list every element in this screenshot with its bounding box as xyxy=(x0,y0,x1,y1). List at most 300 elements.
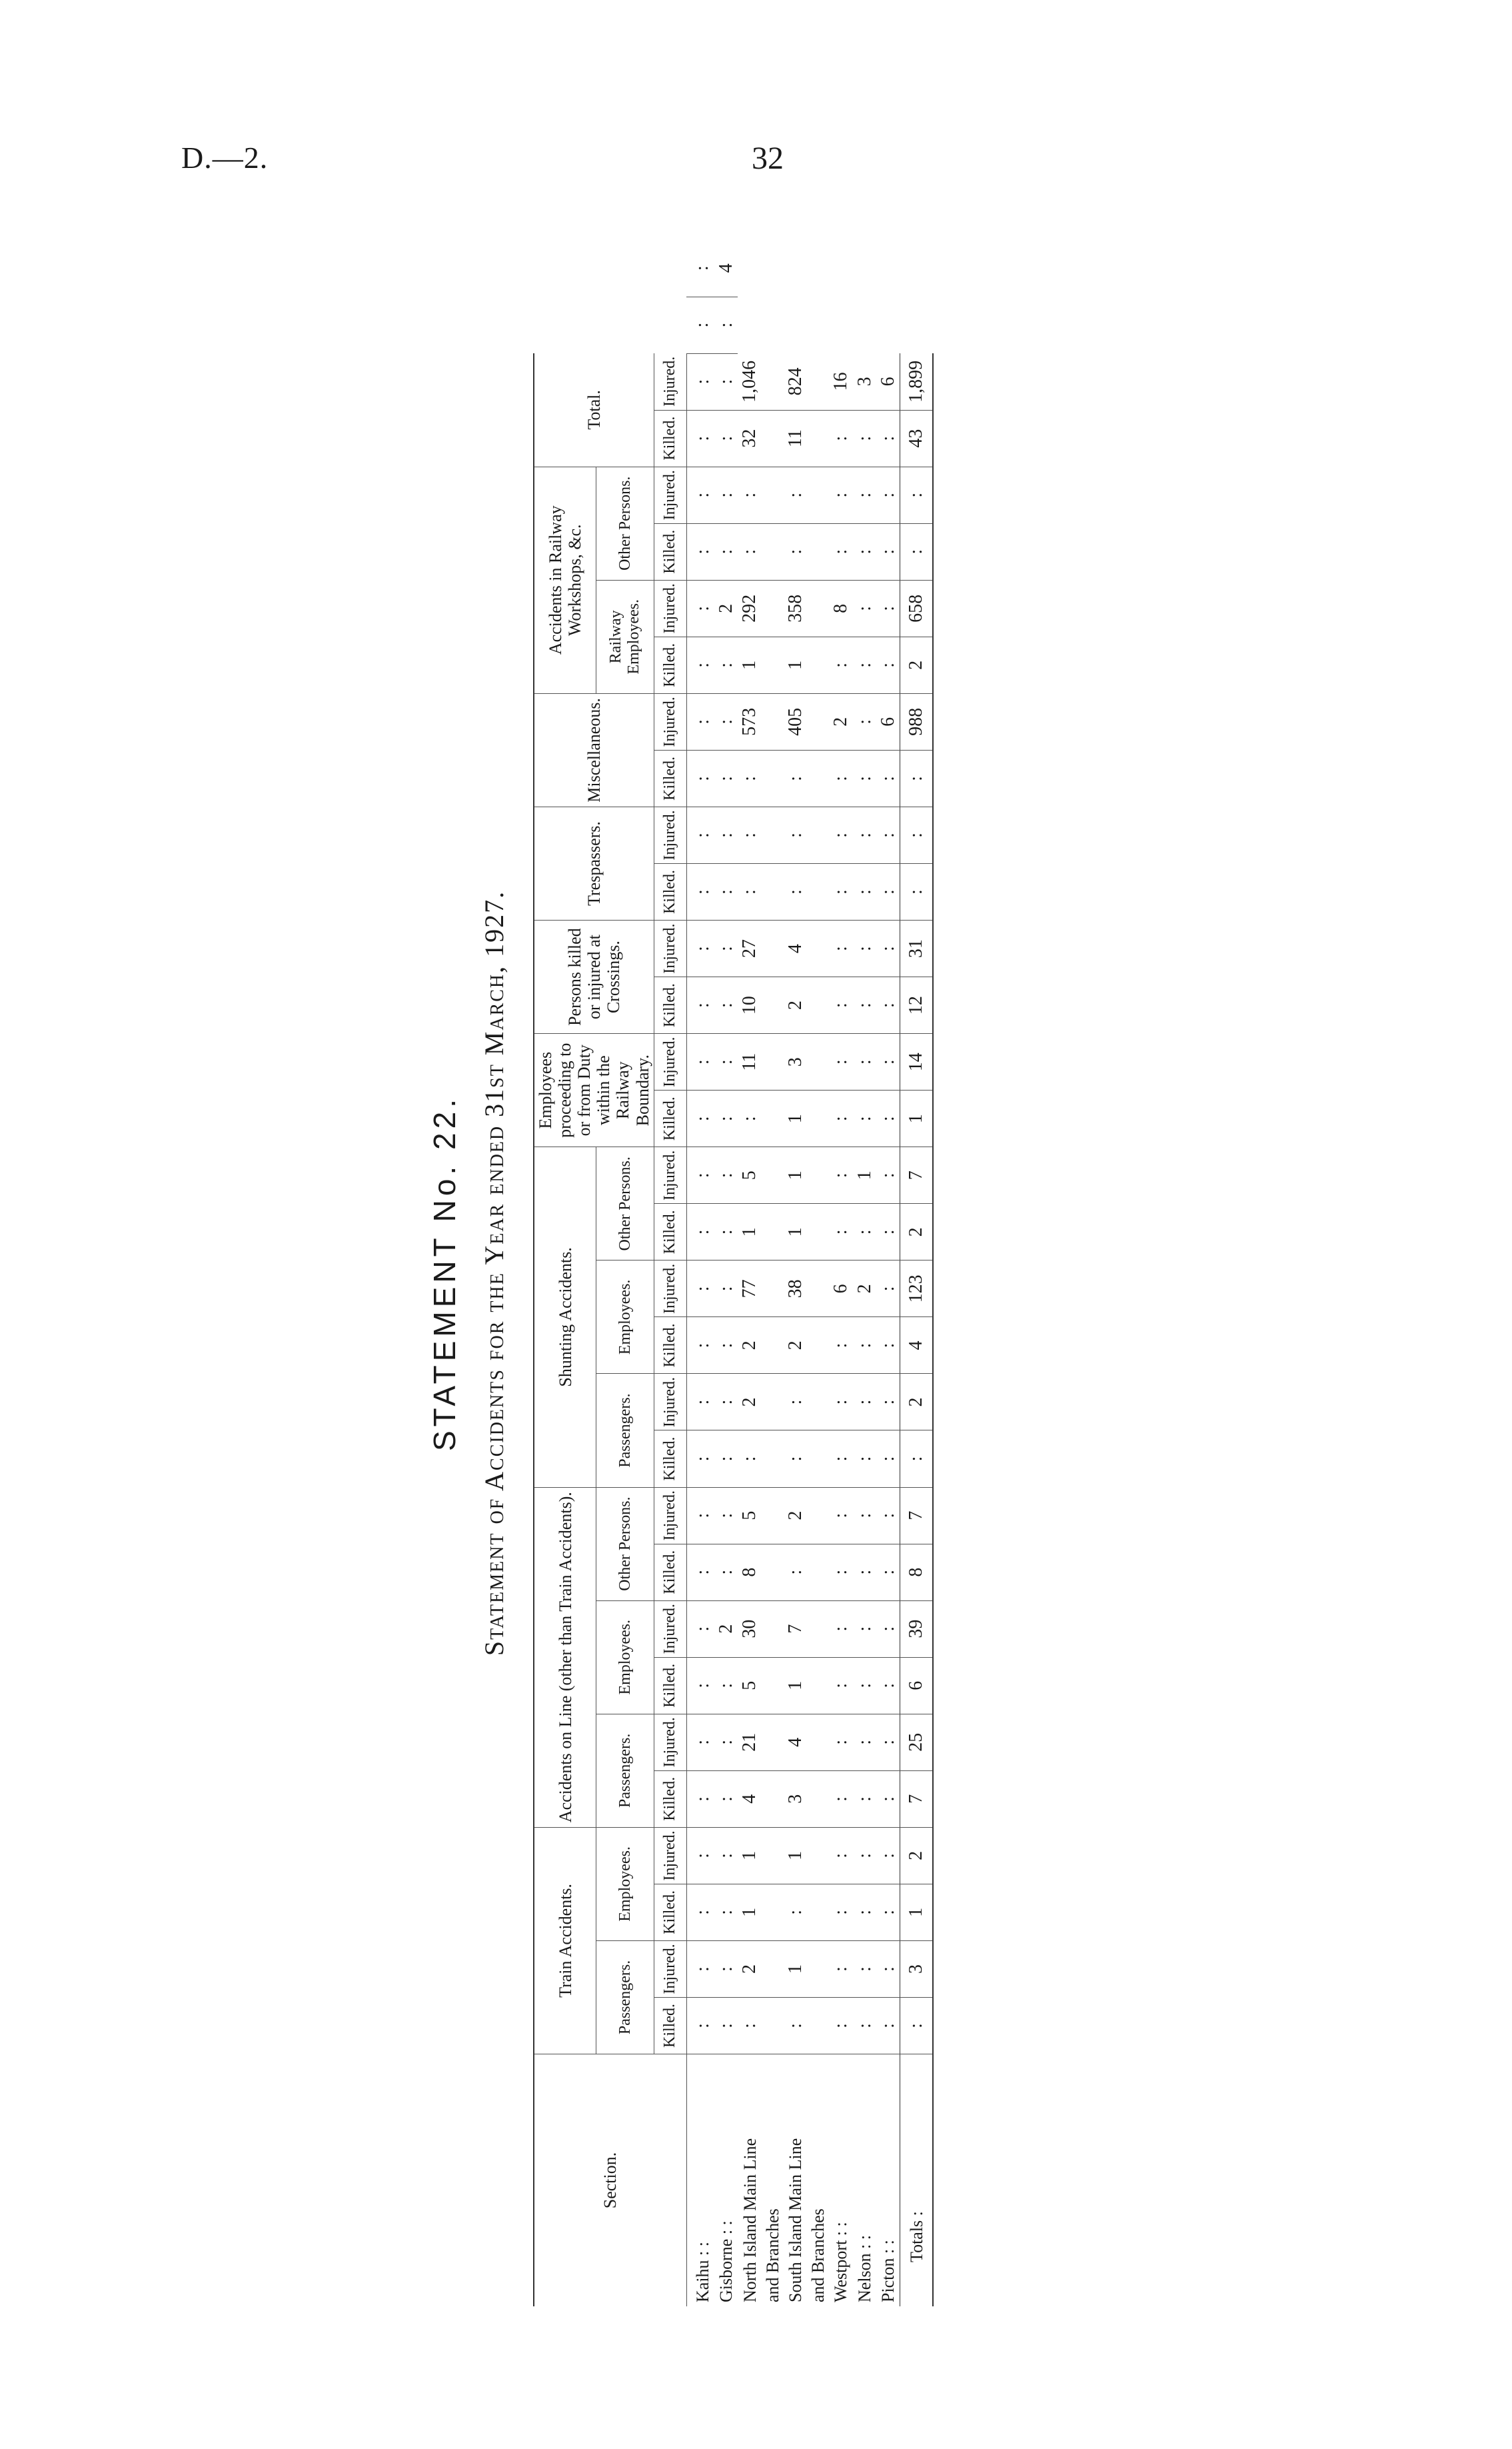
table-cell xyxy=(807,1544,829,1600)
table-cell: : xyxy=(853,1430,876,1487)
totals-cell: 988 xyxy=(900,693,933,750)
table-cell xyxy=(807,1091,829,1147)
table-cell: : xyxy=(714,1884,738,1940)
totals-cell: 31 xyxy=(900,921,933,977)
table-cell: : xyxy=(853,1204,876,1260)
table-cell: : xyxy=(829,1997,852,2054)
table-cell xyxy=(762,1430,784,1487)
table-cell: : xyxy=(876,750,900,807)
table-cell: : xyxy=(829,807,852,863)
table-cell: : xyxy=(829,750,852,807)
table-cell: : xyxy=(686,1827,714,1884)
totals-cell: : xyxy=(900,807,933,863)
table-cell xyxy=(762,1827,784,1884)
table-cell: : xyxy=(686,1997,714,2054)
section-name: North Island Main Line xyxy=(740,2138,760,2302)
table-row xyxy=(829,240,852,2306)
table-cell: : xyxy=(714,1997,738,2054)
table-cell: 32 xyxy=(738,410,761,467)
injured-header: Injured. xyxy=(654,693,686,750)
table-cell: : xyxy=(876,977,900,1034)
table-cell: : xyxy=(686,1317,714,1374)
table-cell xyxy=(807,467,829,523)
workshops-header: Accidents in Railway Workshops, &c. xyxy=(534,467,596,693)
table-cell: 573 xyxy=(738,693,761,750)
table-cell: : xyxy=(686,750,714,807)
totals-cell: 25 xyxy=(900,1714,933,1770)
killed-header: Killed. xyxy=(654,410,686,467)
table-cell: : xyxy=(876,1770,900,1827)
table-cell: : xyxy=(738,750,761,807)
injured-header: Injured. xyxy=(654,1147,686,1204)
table-body xyxy=(686,240,933,2306)
table-cell: : xyxy=(853,410,876,467)
table-cell: 16 xyxy=(829,353,852,410)
injured-header: Injured. xyxy=(654,353,686,410)
table-cell xyxy=(762,353,784,410)
table-cell: : xyxy=(853,1940,876,1997)
totals-cell: 14 xyxy=(900,1034,933,1091)
table-cell xyxy=(762,1091,784,1147)
table-cell xyxy=(762,1997,784,2054)
total-header: Total. xyxy=(534,353,654,467)
table-cell xyxy=(762,807,784,863)
table-cell: : xyxy=(714,410,738,467)
table-cell xyxy=(762,921,784,977)
totals-cell: : xyxy=(900,1430,933,1487)
killed-header: Killed. xyxy=(654,1204,686,1260)
table-cell: : xyxy=(686,1430,714,1487)
table-cell: : xyxy=(784,1997,807,2054)
table-cell: : xyxy=(876,1204,900,1260)
table-cell: : xyxy=(853,807,876,863)
table-cell xyxy=(807,1147,829,1204)
rotated-statement xyxy=(426,240,1159,2306)
table-cell: : xyxy=(876,1374,900,1430)
table-cell: : xyxy=(714,1034,738,1091)
table-cell: : xyxy=(686,1147,714,1204)
table-cell: 1 xyxy=(784,1147,807,1204)
table-cell: : xyxy=(714,297,738,353)
table-cell: 8 xyxy=(829,580,852,637)
table-cell: : xyxy=(686,921,714,977)
table-cell: : xyxy=(853,1884,876,1940)
table-cell: 5 xyxy=(738,1657,761,1714)
table-cell: : xyxy=(853,1770,876,1827)
table-cell xyxy=(807,1940,829,1997)
table-cell: : xyxy=(714,1091,738,1147)
table-cell: 27 xyxy=(738,921,761,977)
shunting-accidents-header: Shunting Accidents. xyxy=(534,1147,596,1487)
table-cell: 38 xyxy=(784,1260,807,1317)
table-cell: : xyxy=(784,523,807,580)
totals-cell: : xyxy=(900,864,933,921)
table-cell: : xyxy=(853,977,876,1034)
totals-cell: : xyxy=(900,467,933,523)
table-cell: : xyxy=(876,1430,900,1487)
table-cell xyxy=(807,864,829,921)
table-cell: : xyxy=(829,921,852,977)
table-cell: 1 xyxy=(784,637,807,693)
table-cell: 1 xyxy=(738,637,761,693)
table-cell: : xyxy=(686,1204,714,1260)
section-name: Nelson : : xyxy=(854,2234,874,2302)
table-cell xyxy=(762,1884,784,1940)
table-cell xyxy=(807,1374,829,1430)
table-cell: : xyxy=(853,523,876,580)
table-cell: : xyxy=(853,750,876,807)
table-cell: : xyxy=(686,1770,714,1827)
table-cell: : xyxy=(876,1657,900,1714)
table-cell: : xyxy=(876,864,900,921)
table-cell: : xyxy=(714,750,738,807)
table-cell: : xyxy=(853,1091,876,1147)
table-cell: 1 xyxy=(784,1657,807,1714)
table-cell: : xyxy=(853,637,876,693)
table-cell: 2 xyxy=(784,1317,807,1374)
table-row xyxy=(714,240,738,2306)
totals-cell: 39 xyxy=(900,1600,933,1657)
shunting-employees-header: Employees. xyxy=(596,1260,654,1374)
table-cell: : xyxy=(829,1770,852,1827)
table-cell: : xyxy=(738,1997,761,2054)
table-row xyxy=(876,240,900,2306)
table-cell: : xyxy=(829,1544,852,1600)
table-cell xyxy=(807,807,829,863)
table-cell: : xyxy=(829,1430,852,1487)
table-cell: : xyxy=(686,353,714,410)
table-cell: 1 xyxy=(738,1204,761,1260)
crossings-header: Persons killed or injured at Crossings. xyxy=(534,921,654,1034)
table-cell xyxy=(762,1600,784,1657)
workshop-other-persons-header: Other Persons. xyxy=(596,467,654,580)
killed-header: Killed. xyxy=(654,1544,686,1600)
table-cell xyxy=(762,410,784,467)
table-cell: : xyxy=(714,921,738,977)
table-cell: 4 xyxy=(714,240,738,297)
table-cell: : xyxy=(714,353,738,410)
table-cell: : xyxy=(714,1827,738,1884)
table-cell xyxy=(807,1770,829,1827)
table-cell xyxy=(807,1884,829,1940)
table-cell xyxy=(762,977,784,1034)
line-accidents-header: Accidents on Line (other than Train Accidents). xyxy=(534,1487,596,1827)
table-cell: : xyxy=(876,1827,900,1884)
table-cell: : xyxy=(829,523,852,580)
injured-header: Injured. xyxy=(654,1487,686,1544)
table-cell: 2 xyxy=(738,1940,761,1997)
table-cell xyxy=(807,580,829,637)
table-cell: : xyxy=(714,1544,738,1600)
table-cell: : xyxy=(853,1317,876,1374)
table-cell: 4 xyxy=(738,1770,761,1827)
totals-cell: 12 xyxy=(900,977,933,1034)
table-cell: : xyxy=(686,693,714,750)
table-cell xyxy=(762,864,784,921)
table-cell: 1 xyxy=(784,1940,807,1997)
table-cell: : xyxy=(714,1940,738,1997)
killed-header: Killed. xyxy=(654,1657,686,1714)
killed-header: Killed. xyxy=(654,1884,686,1940)
table-cell: : xyxy=(784,1884,807,1940)
table-cell xyxy=(762,1260,784,1317)
table-cell: : xyxy=(876,1884,900,1940)
table-cell: : xyxy=(686,1091,714,1147)
table-cell: : xyxy=(784,807,807,863)
table-cell: : xyxy=(829,637,852,693)
injured-header: Injured. xyxy=(654,921,686,977)
table-cell: : xyxy=(686,1487,714,1544)
section-name: Gisborne : : xyxy=(716,2220,736,2302)
table-cell xyxy=(807,1034,829,1091)
table-cell: : xyxy=(829,864,852,921)
table-cell: : xyxy=(853,921,876,977)
table-cell: : xyxy=(829,1600,852,1657)
table-cell: 2 xyxy=(784,1487,807,1544)
table-cell: 292 xyxy=(738,580,761,637)
table-cell: : xyxy=(686,807,714,863)
table-cell: 2 xyxy=(784,977,807,1034)
table-cell: : xyxy=(714,637,738,693)
table-cell: : xyxy=(686,637,714,693)
table-cell: 10 xyxy=(738,977,761,1034)
table-cell xyxy=(762,693,784,750)
table-cell: : xyxy=(853,1544,876,1600)
table-cell: 2 xyxy=(738,1317,761,1374)
totals-cell: 2 xyxy=(900,637,933,693)
table-cell: : xyxy=(829,1714,852,1770)
table-cell: : xyxy=(876,1317,900,1374)
totals-cell: 7 xyxy=(900,1487,933,1544)
table-cell: 4 xyxy=(784,921,807,977)
totals-cell: : xyxy=(900,1997,933,2054)
table-cell: 77 xyxy=(738,1260,761,1317)
table-cell: : xyxy=(853,693,876,750)
table-cell: 6 xyxy=(876,353,900,410)
totals-cell: 123 xyxy=(900,1260,933,1317)
shunting-other-persons-header: Other Persons. xyxy=(596,1147,654,1260)
table-cell: : xyxy=(714,693,738,750)
workshop-railway-employees-header: Railway Employees. xyxy=(596,580,654,693)
table-cell: : xyxy=(876,1997,900,2054)
table-cell: : xyxy=(738,1091,761,1147)
employees-proceeding-header: Employees proceeding to or from Duty within the Railway Boundary. xyxy=(534,1034,654,1147)
table-cell: : xyxy=(784,1374,807,1430)
table-cell: : xyxy=(686,1544,714,1600)
table-cell: : xyxy=(686,523,714,580)
table-cell: 6 xyxy=(876,693,900,750)
killed-header: Killed. xyxy=(654,637,686,693)
table-cell: : xyxy=(714,864,738,921)
table-cell: : xyxy=(876,1091,900,1147)
table-cell: : xyxy=(876,1147,900,1204)
killed-injured-header-row xyxy=(654,240,686,2306)
table-cell: : xyxy=(714,1430,738,1487)
totals-cell: 4 xyxy=(900,1317,933,1374)
table-cell: : xyxy=(686,467,714,523)
totals-cell: 658 xyxy=(900,580,933,637)
line-employees-header: Employees. xyxy=(596,1600,654,1714)
line-other-persons-header: Other Persons. xyxy=(596,1487,654,1600)
killed-header: Killed. xyxy=(654,1317,686,1374)
table-cell: : xyxy=(714,1657,738,1714)
table-cell: : xyxy=(686,297,714,353)
totals-cell: 3 xyxy=(900,1940,933,1997)
table-cell: 2 xyxy=(829,693,852,750)
table-cell: : xyxy=(853,1600,876,1657)
train-employees-header: Employees. xyxy=(596,1827,654,1940)
table-cell xyxy=(807,1827,829,1884)
table-cell: 3 xyxy=(853,353,876,410)
table-cell: 6 xyxy=(829,1260,852,1317)
table-row xyxy=(853,240,876,2306)
table-cell: 7 xyxy=(784,1600,807,1657)
table-cell: : xyxy=(714,1770,738,1827)
page-reference: D.—2. xyxy=(181,141,269,175)
statement-subtitle: Statement of Accidents for the Year ended 31st March, 1927. xyxy=(479,890,509,1656)
killed-header: Killed. xyxy=(654,1997,686,2054)
table-cell xyxy=(762,750,784,807)
table-cell: : xyxy=(876,637,900,693)
totals-cell: 7 xyxy=(900,1770,933,1827)
table-cell: : xyxy=(738,864,761,921)
table-cell: : xyxy=(829,1317,852,1374)
killed-header: Killed. xyxy=(654,864,686,921)
table-cell xyxy=(807,637,829,693)
table-cell: 1 xyxy=(738,1884,761,1940)
table-cell: 4 xyxy=(784,1714,807,1770)
accidents-table xyxy=(533,240,934,2306)
section-name: Kaihu : : xyxy=(692,2242,712,2302)
table-cell: : xyxy=(714,1317,738,1374)
table-cell: : xyxy=(829,1147,852,1204)
totals-label: Totals : xyxy=(900,2054,933,2307)
totals-cell: : xyxy=(900,523,933,580)
table-cell: 824 xyxy=(784,353,807,410)
injured-header: Injured. xyxy=(654,1827,686,1884)
table-cell xyxy=(762,1714,784,1770)
table-cell: 8 xyxy=(738,1544,761,1600)
table-cell: 21 xyxy=(738,1714,761,1770)
table-cell xyxy=(762,1544,784,1600)
totals-cell: 2 xyxy=(900,1374,933,1430)
injured-header: Injured. xyxy=(654,1600,686,1657)
injured-header: Injured. xyxy=(654,580,686,637)
miscellaneous-header: Miscellaneous. xyxy=(534,693,654,807)
totals-cell: 6 xyxy=(900,1657,933,1714)
killed-header: Killed. xyxy=(654,1770,686,1827)
table-cell: : xyxy=(829,467,852,523)
killed-header: Killed. xyxy=(654,1091,686,1147)
injured-header: Injured. xyxy=(654,1940,686,1997)
line-passengers-header: Passengers. xyxy=(596,1714,654,1827)
table-cell: : xyxy=(876,1260,900,1317)
injured-header: Injured. xyxy=(654,1374,686,1430)
table-cell: : xyxy=(876,1940,900,1997)
table-cell: : xyxy=(686,1940,714,1997)
totals-cell: 2 xyxy=(900,1827,933,1884)
table-cell: : xyxy=(714,467,738,523)
killed-header: Killed. xyxy=(654,1430,686,1487)
table-cell: : xyxy=(686,1884,714,1940)
table-row xyxy=(807,240,829,2306)
table-cell: : xyxy=(738,807,761,863)
table-cell xyxy=(762,1034,784,1091)
table-cell: : xyxy=(876,807,900,863)
table-cell: : xyxy=(784,467,807,523)
table-cell: : xyxy=(686,240,714,297)
table-cell: : xyxy=(876,467,900,523)
table-cell: : xyxy=(738,1430,761,1487)
table-cell: : xyxy=(829,1884,852,1940)
table-cell: : xyxy=(714,1147,738,1204)
table-cell xyxy=(807,1260,829,1317)
table-cell xyxy=(762,1487,784,1544)
trespassers-header: Trespassers. xyxy=(534,807,654,920)
table-cell: : xyxy=(829,1827,852,1884)
table-cell xyxy=(807,693,829,750)
table-cell xyxy=(807,1430,829,1487)
table-cell: 358 xyxy=(784,580,807,637)
table-cell: : xyxy=(829,410,852,467)
table-cell xyxy=(807,1204,829,1260)
table-cell xyxy=(807,410,829,467)
injured-header: Injured. xyxy=(654,1714,686,1770)
table-cell: : xyxy=(686,1600,714,1657)
table-cell xyxy=(762,1374,784,1430)
table-cell: : xyxy=(829,1487,852,1544)
injured-header: Injured. xyxy=(654,1260,686,1317)
totals-cell: 2 xyxy=(900,1204,933,1260)
table-cell: : xyxy=(738,523,761,580)
table-cell xyxy=(807,353,829,410)
section-name: and Branches xyxy=(808,2208,828,2302)
table-cell xyxy=(807,1600,829,1657)
table-cell: : xyxy=(876,523,900,580)
table-cell: : xyxy=(714,1204,738,1260)
section-name: South Island Main Line xyxy=(785,2138,805,2302)
statement-title: STATEMENT No. 22. xyxy=(427,1095,462,1451)
table-cell: 30 xyxy=(738,1600,761,1657)
table-cell: 1 xyxy=(784,1204,807,1260)
table-cell: : xyxy=(784,1544,807,1600)
table-cell xyxy=(762,523,784,580)
table-row xyxy=(784,240,807,2306)
table-cell: : xyxy=(853,467,876,523)
table-cell xyxy=(762,580,784,637)
table-cell xyxy=(762,1657,784,1714)
table-cell: : xyxy=(829,977,852,1034)
table-cell: : xyxy=(686,580,714,637)
table-cell xyxy=(762,467,784,523)
totals-cell: 43 xyxy=(900,410,933,467)
totals-cell: 1 xyxy=(900,1091,933,1147)
table-cell: : xyxy=(784,750,807,807)
table-cell: : xyxy=(784,1430,807,1487)
table-cell xyxy=(762,1770,784,1827)
table-cell: 11 xyxy=(784,410,807,467)
table-cell: : xyxy=(686,410,714,467)
table-cell: : xyxy=(853,1997,876,2054)
table-cell: : xyxy=(714,1260,738,1317)
table-cell: : xyxy=(714,977,738,1034)
totals-cell: 1,899 xyxy=(900,353,933,410)
table-cell: : xyxy=(876,1600,900,1657)
table-cell: : xyxy=(853,1034,876,1091)
table-cell: : xyxy=(686,1260,714,1317)
table-cell: : xyxy=(686,1657,714,1714)
table-row xyxy=(686,240,714,2306)
